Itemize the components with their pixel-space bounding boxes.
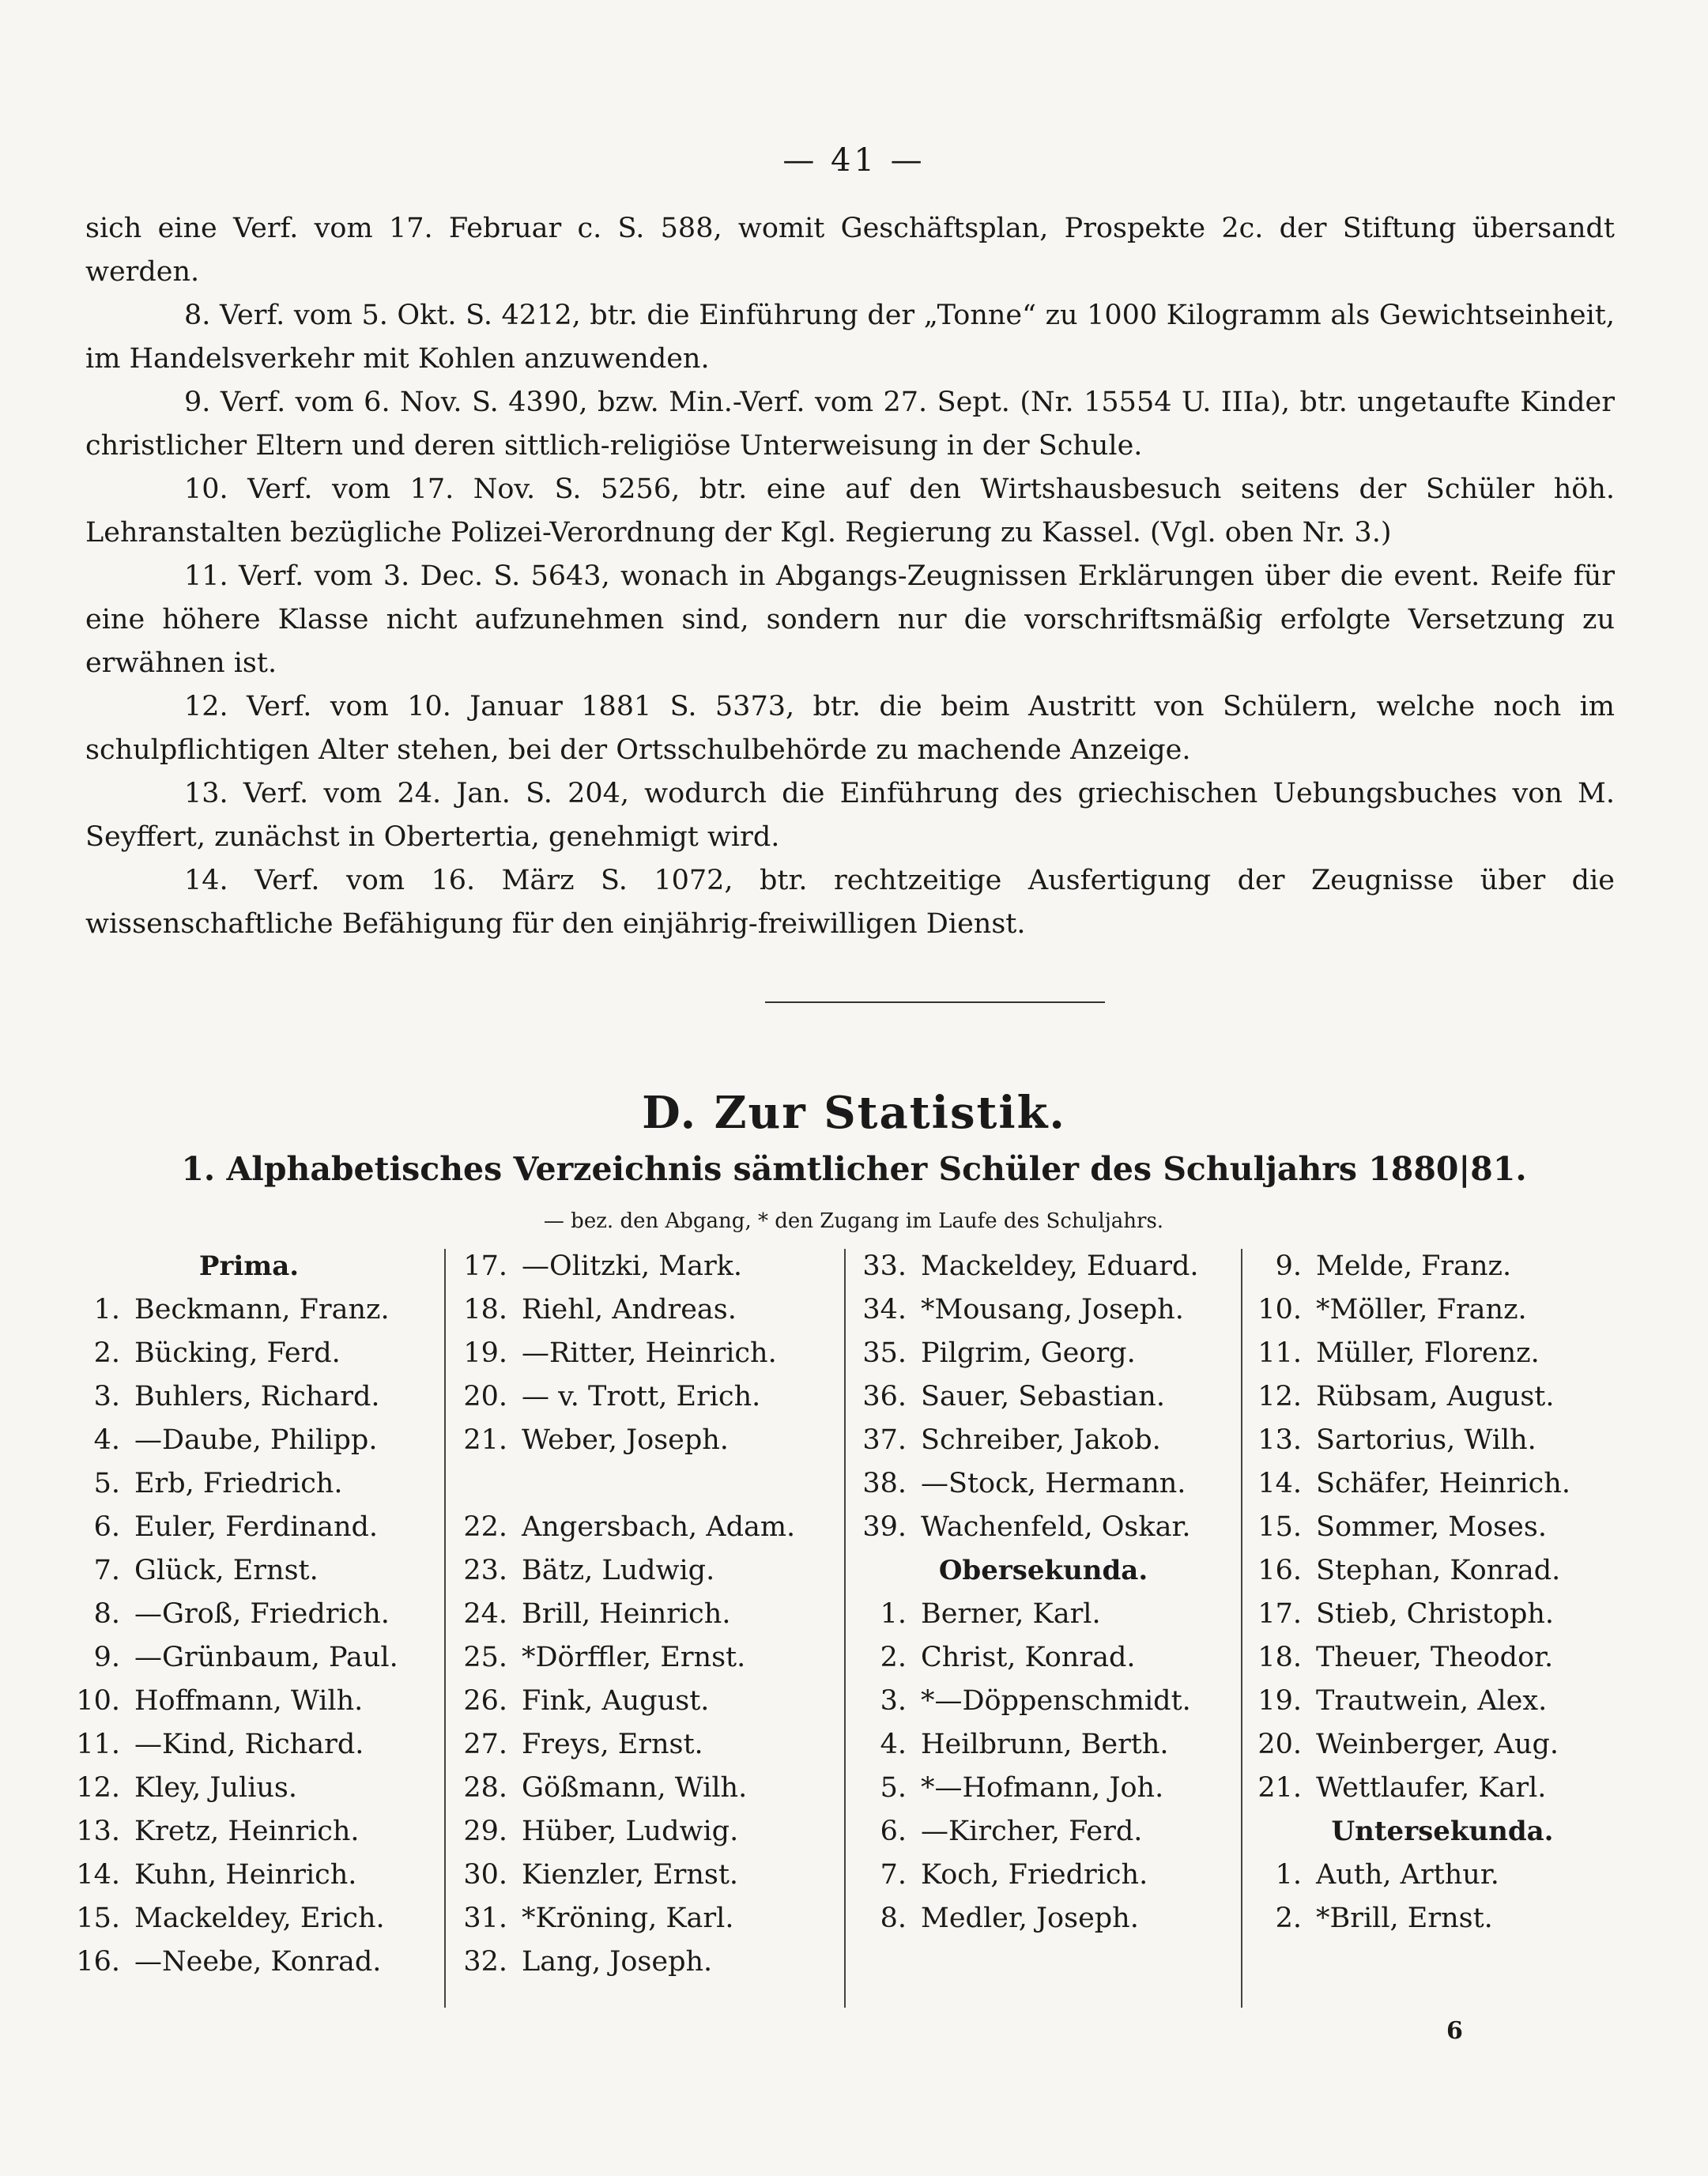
student-number: 19. bbox=[463, 1337, 507, 1369]
student-name: Buhlers, Richard. bbox=[134, 1381, 380, 1412]
student-number: 30. bbox=[463, 1859, 507, 1891]
student-entry bbox=[1245, 1375, 1640, 1419]
student-number: 1. bbox=[880, 1598, 907, 1630]
student-name: Kienzler, Ernst. bbox=[522, 1859, 739, 1891]
student-number: 14. bbox=[76, 1859, 120, 1891]
student-name: Sartorius, Wilh. bbox=[1316, 1424, 1536, 1456]
student-column-3 bbox=[850, 1245, 1237, 1940]
student-name: Euler, Ferdinand. bbox=[134, 1511, 379, 1543]
student-number: 38. bbox=[862, 1468, 907, 1499]
student-name: Bücking, Ferd. bbox=[134, 1337, 341, 1369]
student-name: —Groß, Friedrich. bbox=[134, 1598, 390, 1630]
student-number: 11. bbox=[1257, 1337, 1302, 1369]
student-name: *Brill, Ernst. bbox=[1316, 1903, 1493, 1934]
page-number: — 41 — bbox=[782, 142, 926, 179]
student-entry bbox=[850, 1375, 1237, 1419]
student-entry bbox=[1245, 1897, 1640, 1940]
student-entry bbox=[1245, 1854, 1640, 1897]
student-entry bbox=[1245, 1767, 1640, 1810]
student-number: 33. bbox=[862, 1250, 907, 1282]
student-name: Sauer, Sebastian. bbox=[921, 1381, 1165, 1412]
student-name: Theuer, Theodor. bbox=[1316, 1642, 1554, 1673]
column-divider bbox=[444, 1249, 446, 2008]
student-name: Hüber, Ludwig. bbox=[522, 1816, 739, 1847]
student-name: —Neebe, Konrad. bbox=[134, 1946, 382, 1978]
student-entry bbox=[63, 1767, 435, 1810]
student-entry bbox=[63, 1940, 435, 1984]
student-name: Trautwein, Alex. bbox=[1316, 1685, 1548, 1717]
student-name: *Dörffler, Ernst. bbox=[522, 1642, 746, 1673]
student-name: Kuhn, Heinrich. bbox=[134, 1859, 357, 1891]
student-entry bbox=[63, 1636, 435, 1680]
student-entry bbox=[451, 1897, 838, 1940]
student-number: 11. bbox=[76, 1729, 120, 1760]
student-entry bbox=[63, 1680, 435, 1723]
student-entry bbox=[1245, 1723, 1640, 1767]
student-number: 8. bbox=[93, 1598, 120, 1630]
student-entry bbox=[63, 1506, 435, 1549]
student-entry bbox=[63, 1332, 435, 1375]
student-name: Weinberger, Aug. bbox=[1316, 1729, 1559, 1760]
student-number: 17. bbox=[463, 1250, 507, 1282]
student-entry bbox=[850, 1854, 1237, 1897]
student-name: Wettlaufer, Karl. bbox=[1316, 1772, 1547, 1804]
student-entry bbox=[451, 1680, 838, 1723]
student-name: —Daube, Philipp. bbox=[134, 1424, 378, 1456]
student-entry bbox=[63, 1897, 435, 1940]
paragraph: 10. Verf. vom 17. Nov. S. 5256, btr. eine auf den Wirtshausbesuch seitens der Schüler höh. Lehranstalten bezügliche Polizei-Verordnung der Kgl. Regierung zu Kassel. (Vgl. oben Nr. 3.) bbox=[85, 473, 1615, 549]
paragraph: 11. Verf. vom 3. Dec. S. 5643, wonach in Abgangs-Zeugnissen Erklärungen über die event. Reife für eine höhere Klasse nicht aufzunehmen sind, sondern nur die vorschriftsmäßig erfolgte Versetzung zu erwähnen ist. bbox=[85, 560, 1615, 679]
signature-mark: 6 bbox=[1446, 2017, 1463, 2045]
student-name: Kretz, Heinrich. bbox=[134, 1816, 360, 1847]
student-entry bbox=[850, 1506, 1237, 1549]
student-entry bbox=[451, 1419, 838, 1462]
column-divider bbox=[844, 1249, 846, 2008]
student-number: 15. bbox=[76, 1903, 120, 1934]
student-number: 6. bbox=[880, 1816, 907, 1847]
student-number: 6. bbox=[93, 1511, 120, 1543]
student-name: Bätz, Ludwig. bbox=[522, 1555, 715, 1586]
student-entry bbox=[451, 1506, 838, 1549]
column-divider bbox=[1241, 1249, 1242, 2008]
student-entry bbox=[1245, 1462, 1640, 1506]
student-number: 4. bbox=[880, 1729, 907, 1760]
student-name: Kley, Julius. bbox=[134, 1772, 298, 1804]
student-entry bbox=[451, 1810, 838, 1854]
paragraph: 8. Verf. vom 5. Okt. S. 4212, btr. die Einführung der „Tonne“ zu 1000 Kilogramm als Gewichtseinheit, im Handelsverkehr mit Kohlen anzuwenden. bbox=[85, 300, 1615, 375]
student-number: 7. bbox=[880, 1859, 907, 1891]
student-number: 10. bbox=[1257, 1294, 1302, 1326]
section-title: D. Zur Statistik. bbox=[642, 1087, 1066, 1139]
student-name: Müller, Florenz. bbox=[1316, 1337, 1540, 1369]
student-number: 13. bbox=[76, 1816, 120, 1847]
student-name: Mackeldey, Eduard. bbox=[921, 1250, 1199, 1282]
student-number: 28. bbox=[463, 1772, 507, 1804]
student-entry bbox=[451, 1375, 838, 1419]
student-number: 9. bbox=[93, 1642, 120, 1673]
student-name: Berner, Karl. bbox=[921, 1598, 1101, 1630]
student-entry bbox=[451, 1636, 838, 1680]
student-number: 23. bbox=[463, 1555, 507, 1586]
student-entry bbox=[63, 1462, 435, 1506]
student-number: 32. bbox=[463, 1946, 507, 1978]
student-entry bbox=[1245, 1245, 1640, 1288]
student-number: 26. bbox=[463, 1685, 507, 1717]
student-name: Koch, Friedrich. bbox=[921, 1859, 1148, 1891]
student-number: 9. bbox=[1275, 1250, 1302, 1282]
class-heading: Prima. bbox=[198, 1250, 300, 1282]
student-name: Schäfer, Heinrich. bbox=[1316, 1468, 1570, 1499]
student-name: *Kröning, Karl. bbox=[522, 1903, 734, 1934]
student-number: 22. bbox=[463, 1511, 507, 1543]
student-number: 35. bbox=[862, 1337, 907, 1369]
student-entry bbox=[63, 1810, 435, 1854]
student-entry bbox=[1245, 1332, 1640, 1375]
student-entry bbox=[850, 1897, 1237, 1940]
student-name: Riehl, Andreas. bbox=[522, 1294, 737, 1326]
student-name: Hoffmann, Wilh. bbox=[134, 1685, 364, 1717]
student-number: 18. bbox=[463, 1294, 507, 1326]
student-entry bbox=[451, 1593, 838, 1636]
student-name: Pilgrim, Georg. bbox=[921, 1337, 1136, 1369]
student-entry bbox=[1245, 1593, 1640, 1636]
class-heading: Obersekunda. bbox=[938, 1555, 1148, 1586]
student-name: —Grünbaum, Paul. bbox=[134, 1642, 398, 1673]
student-number: 8. bbox=[880, 1903, 907, 1934]
student-name: — v. Trott, Erich. bbox=[522, 1381, 761, 1412]
student-number: 39. bbox=[862, 1511, 907, 1543]
student-name: Mackeldey, Erich. bbox=[134, 1903, 385, 1934]
student-entry bbox=[1245, 1288, 1640, 1332]
student-name: Melde, Franz. bbox=[1316, 1250, 1512, 1282]
student-name: *—Hofmann, Joh. bbox=[921, 1772, 1164, 1804]
student-entry bbox=[1245, 1549, 1640, 1593]
paragraph: 9. Verf. vom 6. Nov. S. 4390, bzw. Min.-Verf. vom 27. Sept. (Nr. 15554 U. IIIa), btr. ungetaufte Kinder christlicher Eltern und deren sittlich-religiöse Unterweisung in der Schule. bbox=[85, 387, 1615, 462]
student-entry bbox=[850, 1332, 1237, 1375]
student-number: 29. bbox=[463, 1816, 507, 1847]
student-name: *Mousang, Joseph. bbox=[921, 1294, 1184, 1326]
student-number: 20. bbox=[1257, 1729, 1302, 1760]
student-name: Rübsam, August. bbox=[1316, 1381, 1555, 1412]
student-name: —Kircher, Ferd. bbox=[921, 1816, 1143, 1847]
student-number: 10. bbox=[76, 1685, 120, 1717]
student-name: Weber, Joseph. bbox=[522, 1424, 729, 1456]
student-number: 25. bbox=[463, 1642, 507, 1673]
student-number: 2. bbox=[880, 1642, 907, 1673]
student-entry bbox=[850, 1636, 1237, 1680]
student-column-2 bbox=[451, 1245, 838, 1984]
paragraph: 13. Verf. vom 24. Jan. S. 204, wodurch die Einführung des griechischen Uebungsbuches von M. Seyffert, zunächst in Obertertia, genehmigt wird. bbox=[85, 778, 1615, 853]
student-name: —Kind, Richard. bbox=[134, 1729, 364, 1760]
student-entry bbox=[1245, 1506, 1640, 1549]
student-number: 20. bbox=[463, 1381, 507, 1412]
student-entry bbox=[451, 1854, 838, 1897]
student-number: 21. bbox=[463, 1424, 507, 1456]
student-entry bbox=[850, 1767, 1237, 1810]
student-number: 16. bbox=[76, 1946, 120, 1978]
student-column-4 bbox=[1245, 1245, 1640, 1940]
student-column-1 bbox=[63, 1245, 435, 1984]
student-entry bbox=[451, 1245, 838, 1288]
student-name: Glück, Ernst. bbox=[134, 1555, 319, 1586]
student-name: Christ, Konrad. bbox=[921, 1642, 1136, 1673]
student-entry bbox=[451, 1940, 838, 1984]
student-name: Lang, Joseph. bbox=[522, 1946, 713, 1978]
student-name: Auth, Arthur. bbox=[1316, 1859, 1499, 1891]
list-note: — bez. den Abgang, * den Zugang im Laufe des Schuljahrs. bbox=[543, 1209, 1164, 1233]
student-number: 21. bbox=[1257, 1772, 1302, 1804]
student-number: 14. bbox=[1257, 1468, 1302, 1499]
student-entry bbox=[1245, 1419, 1640, 1462]
student-number: 37. bbox=[862, 1424, 907, 1456]
student-number: 31. bbox=[463, 1903, 507, 1934]
student-number bbox=[451, 1462, 522, 1506]
student-entry bbox=[63, 1288, 435, 1332]
student-entry bbox=[850, 1810, 1237, 1854]
student-number: 18. bbox=[1257, 1642, 1302, 1673]
student-entry bbox=[63, 1854, 435, 1897]
student-entry bbox=[451, 1288, 838, 1332]
student-entry bbox=[63, 1593, 435, 1636]
student-entry bbox=[63, 1375, 435, 1419]
student-number: 13. bbox=[1257, 1424, 1302, 1456]
list-title: 1. Alphabetisches Verzeichnis sämtlicher Schüler des Schuljahrs 1880|81. bbox=[181, 1150, 1527, 1188]
student-number: 3. bbox=[93, 1381, 120, 1412]
student-entry bbox=[1245, 1680, 1640, 1723]
student-number: 5. bbox=[93, 1468, 120, 1499]
student-name: Sommer, Moses. bbox=[1316, 1511, 1547, 1543]
student-number: 19. bbox=[1257, 1685, 1302, 1717]
paragraph: sich eine Verf. vom 17. Februar c. S. 588, womit Geschäftsplan, Prospekte 2c. der Stiftung übersandt werden. bbox=[85, 213, 1615, 288]
student-name: Gößmann, Wilh. bbox=[522, 1772, 748, 1804]
student-number: 24. bbox=[463, 1598, 507, 1630]
student-name: Angersbach, Adam. bbox=[522, 1511, 796, 1543]
student-name: Erb, Friedrich. bbox=[134, 1468, 343, 1499]
student-name: Brill, Heinrich. bbox=[522, 1598, 731, 1630]
student-number: 2. bbox=[1275, 1903, 1302, 1934]
student-name: *—Döppenschmidt. bbox=[921, 1685, 1191, 1717]
student-name: Medler, Joseph. bbox=[921, 1903, 1139, 1934]
student-name: —Stock, Hermann. bbox=[921, 1468, 1186, 1499]
student-number: 4. bbox=[93, 1424, 120, 1456]
student-number: 17. bbox=[1257, 1598, 1302, 1630]
student-entry bbox=[850, 1680, 1237, 1723]
student-number: 36. bbox=[862, 1381, 907, 1412]
student-entry bbox=[63, 1723, 435, 1767]
student-entry bbox=[850, 1288, 1237, 1332]
student-name: *Möller, Franz. bbox=[1316, 1294, 1527, 1326]
student-entry bbox=[850, 1723, 1237, 1767]
student-name: Fink, August. bbox=[522, 1685, 710, 1717]
student-name: Beckmann, Franz. bbox=[134, 1294, 390, 1326]
student-entry bbox=[451, 1767, 838, 1810]
student-entry bbox=[1245, 1636, 1640, 1680]
student-name: Stieb, Christoph. bbox=[1316, 1598, 1555, 1630]
student-name: Freys, Ernst. bbox=[522, 1729, 703, 1760]
student-number: 12. bbox=[76, 1772, 120, 1804]
student-entry bbox=[850, 1462, 1237, 1506]
student-entry bbox=[850, 1593, 1237, 1636]
student-number: 15. bbox=[1257, 1511, 1302, 1543]
student-number: 3. bbox=[880, 1685, 907, 1717]
paragraph: 12. Verf. vom 10. Januar 1881 S. 5373, btr. die beim Austritt von Schülern, welche noch im schulpflichtigen Alter stehen, bei der Ortsschulbehörde zu machende Anzeige. bbox=[85, 691, 1615, 766]
student-name: —Ritter, Heinrich. bbox=[522, 1337, 777, 1369]
student-number: 34. bbox=[862, 1294, 907, 1326]
class-heading: Untersekunda. bbox=[1331, 1816, 1554, 1847]
student-name: Schreiber, Jakob. bbox=[921, 1424, 1161, 1456]
student-name: Heilbrunn, Berth. bbox=[921, 1729, 1169, 1760]
paragraph: 14. Verf. vom 16. März S. 1072, btr. rechtzeitige Ausfertigung der Zeugnisse über die wissenschaftliche Befähigung für den einjährig-freiwilligen Dienst. bbox=[85, 865, 1615, 940]
student-entry bbox=[451, 1549, 838, 1593]
student-entry bbox=[63, 1419, 435, 1462]
student-number: 1. bbox=[93, 1294, 120, 1326]
student-number: 7. bbox=[93, 1555, 120, 1586]
student-name: —Olitzki, Mark. bbox=[522, 1250, 743, 1282]
student-entry bbox=[850, 1245, 1237, 1288]
student-entry bbox=[451, 1462, 838, 1506]
student-number: 2. bbox=[93, 1337, 120, 1369]
student-number: 27. bbox=[463, 1729, 507, 1760]
student-number: 16. bbox=[1257, 1555, 1302, 1586]
student-number: 1. bbox=[1275, 1859, 1302, 1891]
student-entry bbox=[850, 1419, 1237, 1462]
student-name: Wachenfeld, Oskar. bbox=[921, 1511, 1191, 1543]
student-number: 5. bbox=[880, 1772, 907, 1804]
body-text bbox=[85, 207, 1615, 946]
section-divider bbox=[765, 1001, 1105, 1003]
student-entry bbox=[63, 1549, 435, 1593]
student-name: Stephan, Konrad. bbox=[1316, 1555, 1561, 1586]
student-entry bbox=[451, 1332, 838, 1375]
student-number: 12. bbox=[1257, 1381, 1302, 1412]
student-entry bbox=[451, 1723, 838, 1767]
